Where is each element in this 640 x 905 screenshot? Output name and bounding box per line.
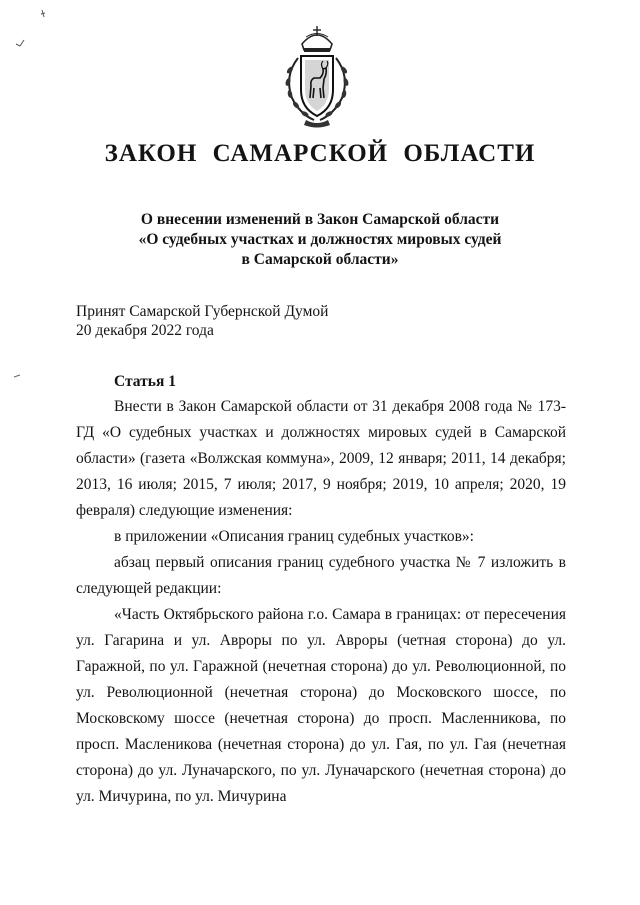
- adoption-line: Принят Самарской Губернской Думой: [76, 303, 329, 320]
- adoption-date: 20 декабря 2022 года: [76, 322, 214, 339]
- samara-coat-of-arms-icon: [276, 24, 358, 128]
- adoption-info: [76, 302, 328, 340]
- body-paragraph: абзац первый описания границ судебного участка № 7 изложить в следующей редакции:: [76, 554, 566, 597]
- subtitle-line: «О судебных участках и должностях мировых судей: [138, 231, 502, 248]
- article-body: [76, 394, 566, 810]
- body-paragraph: «Часть Октябрьского района г.о. Самара в границах: от пересечения ул. Гагарина и ул. Авроры по ул. Авроры (четная сторона) до ул. Гаражной, по ул. Гаражной (нечетная сторона) до ул. Революционной, по ул. Революционной (нечетная сторона) до Московского шоссе, по Московскому шоссе (нечетная сторона) до просп. Масленникова, по просп. Масленикова (нечетная сторона) до ул. Гая, по ул. Гая (нечетная сторона) до ул. Луначарского, по ул. Луначарского (нечетная сторона) до ул. Мичурина, по ул. Мичурина: [76, 606, 566, 805]
- subtitle-line: О внесении изменений в Закон Самарской области: [140, 211, 500, 228]
- law-subtitle: [0, 210, 640, 270]
- scan-mark-icon: [12, 372, 22, 380]
- scan-mark-icon: [38, 8, 48, 24]
- body-paragraph: Внести в Закон Самарской области от 31 декабря 2008 года № 173-ГД «О судебных участках и должностях мировых судей в Самарской области» (газета «Волжская коммуна», 2009, 12 января; 2011, 14 декабря; 2013, 16 июля; 2015, 7 июля; 2017, 9 ноября; 2019, 10 апреля; 2020, 19 февраля) следующие изменения:: [76, 398, 566, 519]
- article-heading: Статья 1: [114, 373, 176, 390]
- subtitle-line: в Самарской области»: [241, 251, 399, 268]
- law-title: ЗАКОН САМАРСКОЙ ОБЛАСТИ: [104, 140, 536, 167]
- body-paragraph: в приложении «Описания границ судебных участков»:: [114, 528, 474, 545]
- scan-mark-icon: [14, 38, 26, 48]
